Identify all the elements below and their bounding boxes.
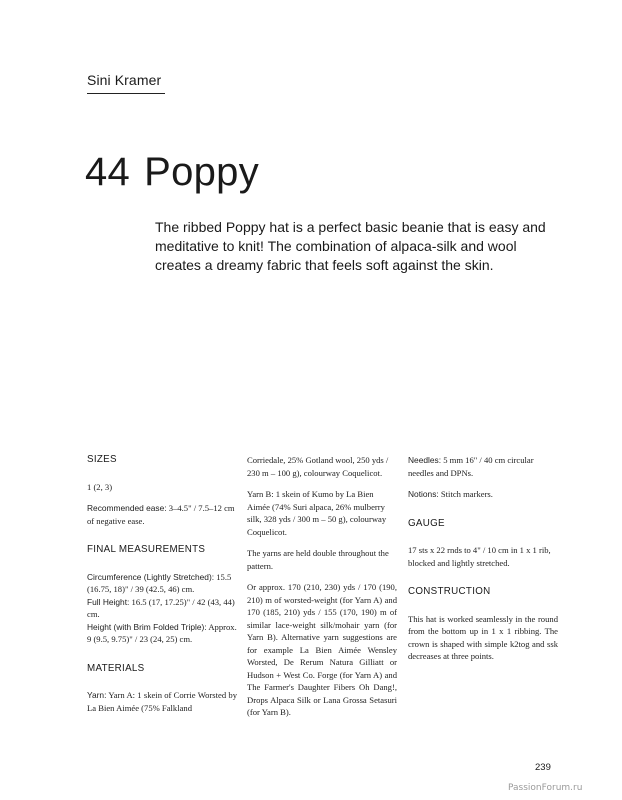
intro-paragraph: The ribbed Poppy hat is a perfect basic beanie that is easy and meditative to knit! The combination of alpaca-silk and wool creates a dreamy fabric that feels soft against the skin. bbox=[155, 219, 546, 273]
brim-height-label: Height (with Brim Folded Triple): bbox=[87, 621, 207, 632]
circumference-value: 15.5 (16.75, 18)" / 39 (42.5, 46) cm. bbox=[87, 571, 232, 594]
notions-value: Stitch markers. bbox=[440, 489, 493, 499]
circumference-label: Circumference (Lightly Stretched): bbox=[87, 571, 215, 582]
author-underline bbox=[87, 93, 165, 94]
ease-label: Recommended ease: bbox=[87, 503, 167, 513]
brim-height-value: Approx. 9 (9.5, 9.75)" / 23 (24, 25) cm. bbox=[87, 621, 237, 644]
circumference-text bbox=[87, 571, 237, 596]
pattern-title bbox=[85, 150, 259, 195]
full-height-value: 16.5 (17, 17.25)" / 42 (43, 44) cm. bbox=[87, 596, 235, 619]
notions-text bbox=[408, 488, 558, 501]
page-number: 239 bbox=[535, 762, 551, 773]
needles-label: Needles: bbox=[408, 455, 442, 465]
gauge-text: 17 sts x 22 rnds to 4" / 10 cm in 1 x 1 rib, blocked and lightly stretched. bbox=[408, 545, 551, 568]
pattern-number: 44 bbox=[85, 150, 131, 194]
column-1 bbox=[87, 454, 237, 714]
ease-value: 3–4.5" / 7.5–12 cm of negative ease. bbox=[87, 503, 235, 526]
notions-label: Notions: bbox=[408, 489, 439, 499]
needles-text bbox=[408, 454, 558, 479]
full-height-label: Full Height: bbox=[87, 596, 130, 607]
yarn-a-text bbox=[87, 689, 237, 714]
final-measurements-heading: FINAL MEASUREMENTS bbox=[87, 544, 206, 555]
column-3 bbox=[408, 454, 558, 663]
watermark: PassionForum.ru bbox=[508, 783, 583, 793]
brim-height-text bbox=[87, 621, 237, 646]
held-double-text: The yarns are held double throughout the pattern. bbox=[247, 548, 389, 571]
yarn-alternatives-text: Or approx. 170 (210, 230) yds / 170 (190, 210) m of worsted-weight (for Yarn A) and 170 (185, 210) yds / 155 (170, 190) m of similar lace-weight silk/mohair yarn (for Yarn B). Alternative yarn suggestions are for example La Bien Aimée Wensley Worsted, De Rerum Natura Gilliatt or Hudson + West Co. Forge (for Yarn A) and The Farmer's Daughter Fibers Oh Dang!, Drops Alpaca Silk or Lana Grossa Setasuri (for Yarn B). bbox=[247, 582, 397, 717]
author-name: Sini Kramer bbox=[87, 72, 162, 88]
yarn-b-text: Yarn B: 1 skein of Kumo by La Bien Aimée (74% Suri alpaca, 26% mulberry silk, 328 yds / 300 m – 50 g), colourway Coquelicot. bbox=[247, 489, 387, 537]
ease-text bbox=[87, 502, 237, 527]
needles-value: 5 mm 16" / 40 cm circular needles and DPNs. bbox=[408, 455, 534, 478]
full-height-text bbox=[87, 596, 237, 621]
yarn-a-continued: Corriedale, 25% Gotland wool, 250 yds / 230 m – 100 g), colourway Coquelicot. bbox=[247, 455, 389, 478]
sizes-heading: SIZES bbox=[87, 454, 117, 465]
pattern-name: Poppy bbox=[144, 150, 260, 194]
column-2 bbox=[247, 454, 397, 719]
materials-heading: MATERIALS bbox=[87, 662, 145, 674]
yarn-a-value: Yarn A: 1 skein of Corrie Worsted by La Bien Aimée (75% Falkland bbox=[87, 690, 237, 713]
yarn-label: Yarn: bbox=[87, 690, 107, 700]
construction-text: This hat is worked seamlessly in the round from the bottom up in 1 x 1 ribbing. The crown is shaped with simple k2tog and ssk decreases at three points. bbox=[408, 613, 558, 661]
construction-heading: CONSTRUCTION bbox=[408, 586, 491, 597]
gauge-heading: GAUGE bbox=[408, 517, 445, 529]
sizes-values: 1 (2, 3) bbox=[87, 481, 113, 492]
